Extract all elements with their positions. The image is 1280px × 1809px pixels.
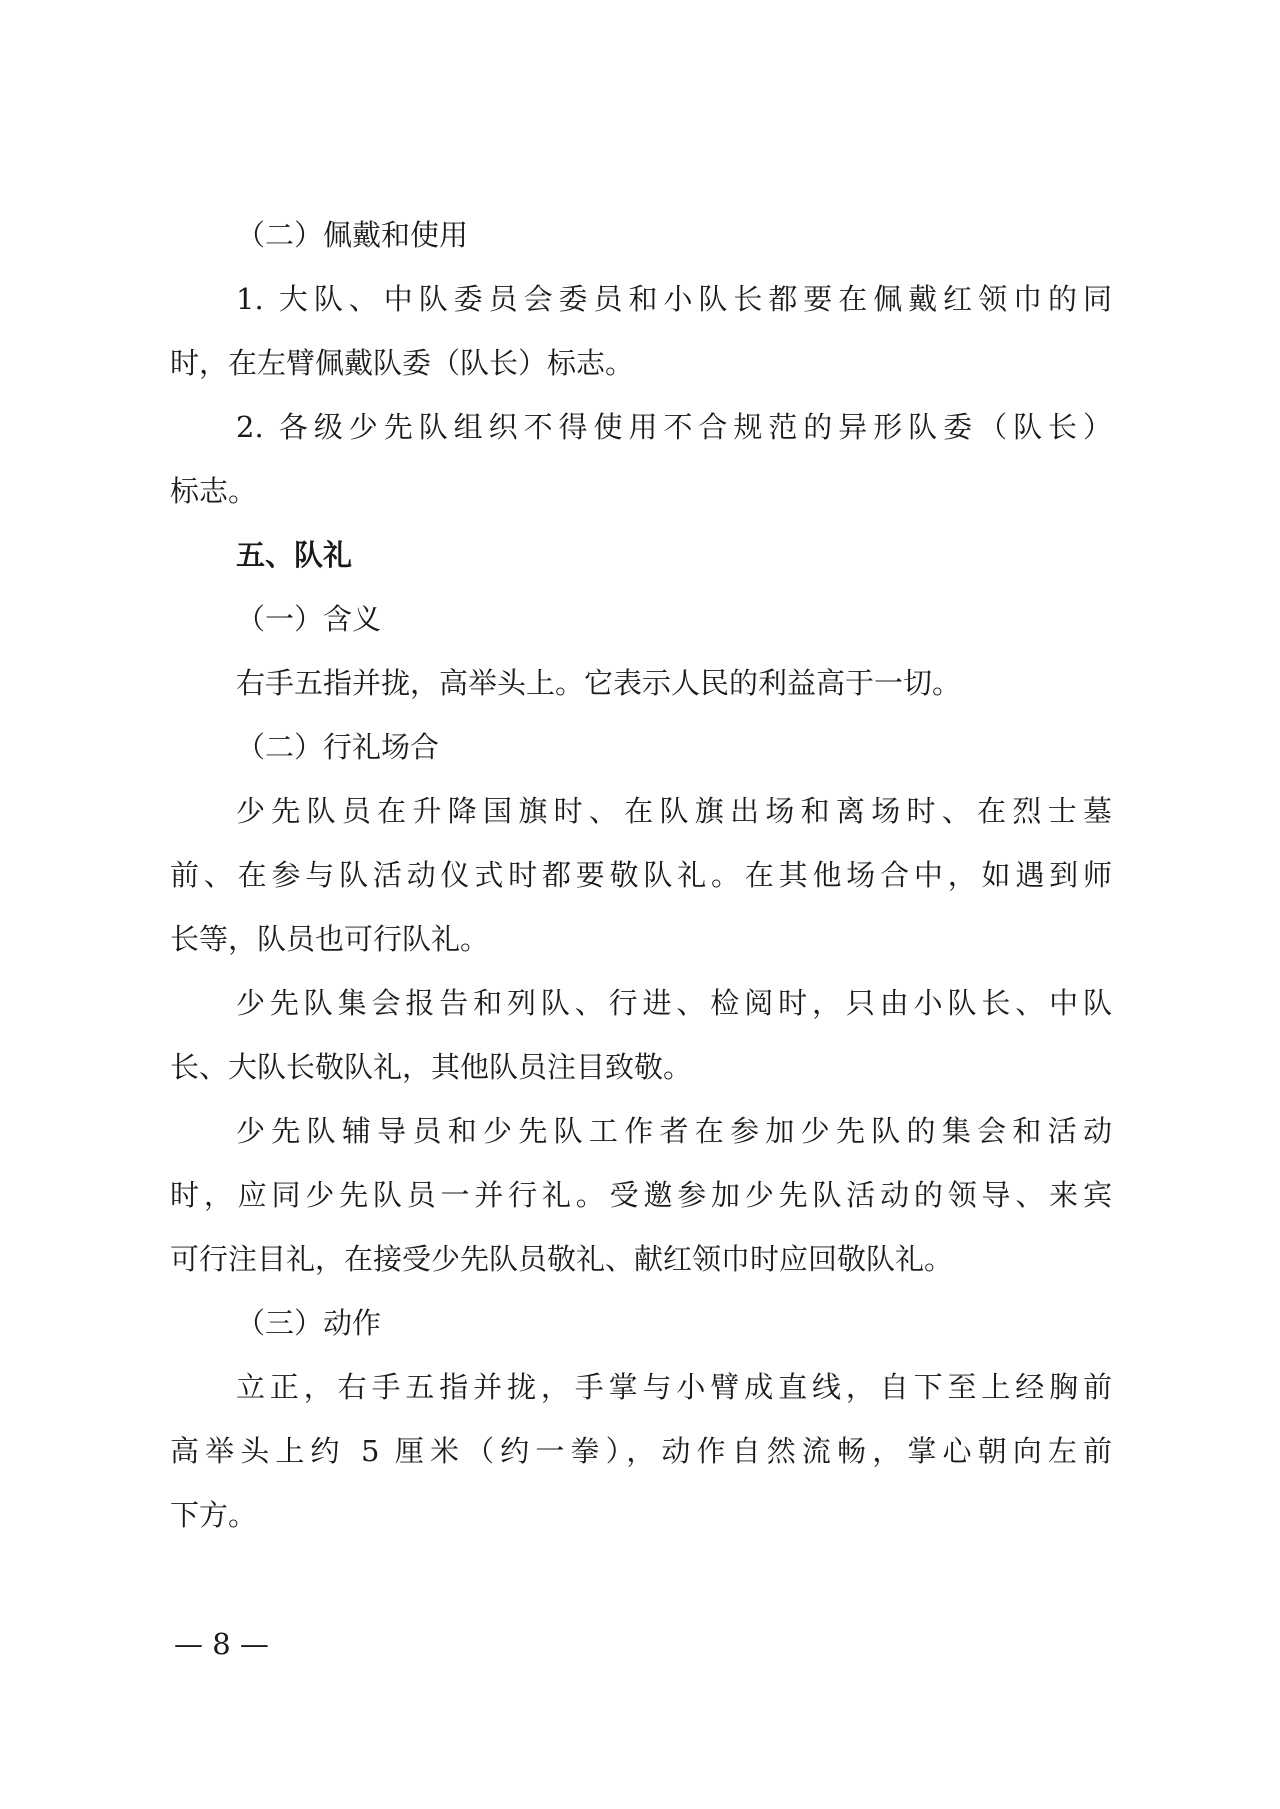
subheading-meaning: （一）含义 (236, 602, 382, 636)
paragraph-line: 时，应同少先队员一并行礼。受邀参加少先队活动的领导、来宾 (170, 1178, 1112, 1212)
section-heading-salute: 五、队礼 (236, 538, 353, 572)
paragraph-line: 下方。 (170, 1498, 258, 1532)
paragraph-line: 标志。 (170, 474, 258, 508)
paragraph-line: 高举头上约 5 厘米（约一拳），动作自然流畅，掌心朝向左前 (170, 1434, 1112, 1468)
paragraph-line: 少先队集会报告和列队、行进、检阅时，只由小队长、中队 (236, 986, 1112, 1020)
paragraph-line: 时，在左臂佩戴队委（队长）标志。 (170, 346, 635, 380)
paragraph-line: 长等，队员也可行队礼。 (170, 922, 490, 956)
subheading-occasions: （二）行礼场合 (236, 730, 440, 764)
paragraph-line: 少先队辅导员和少先队工作者在参加少先队的集会和活动 (236, 1114, 1112, 1148)
paragraph-line: 可行注目礼，在接受少先队员敬礼、献红领巾时应回敬队礼。 (170, 1242, 954, 1276)
paragraph-line: 1. 大队、中队委员会委员和小队长都要在佩戴红领巾的同 (236, 282, 1112, 316)
subheading-action: （三）动作 (236, 1306, 382, 1340)
subheading-wearing-and-use: （二）佩戴和使用 (236, 218, 469, 252)
paragraph-line: 2. 各级少先队组织不得使用不合规范的异形队委（队长） (236, 410, 1112, 444)
paragraph-line: 立正，右手五指并拢，手掌与小臂成直线，自下至上经胸前 (236, 1370, 1112, 1404)
paragraph-line: 右手五指并拢，高举头上。它表示人民的利益高于一切。 (236, 666, 962, 700)
paragraph-line: 前、在参与队活动仪式时都要敬队礼。在其他场合中，如遇到师 (170, 858, 1112, 892)
paragraph-line: 长、大队长敬队礼，其他队员注目致敬。 (170, 1050, 693, 1084)
paragraph-line: 少先队员在升降国旗时、在队旗出场和离场时、在烈士墓 (236, 794, 1112, 828)
page-number: — 8 — (174, 1627, 269, 1661)
